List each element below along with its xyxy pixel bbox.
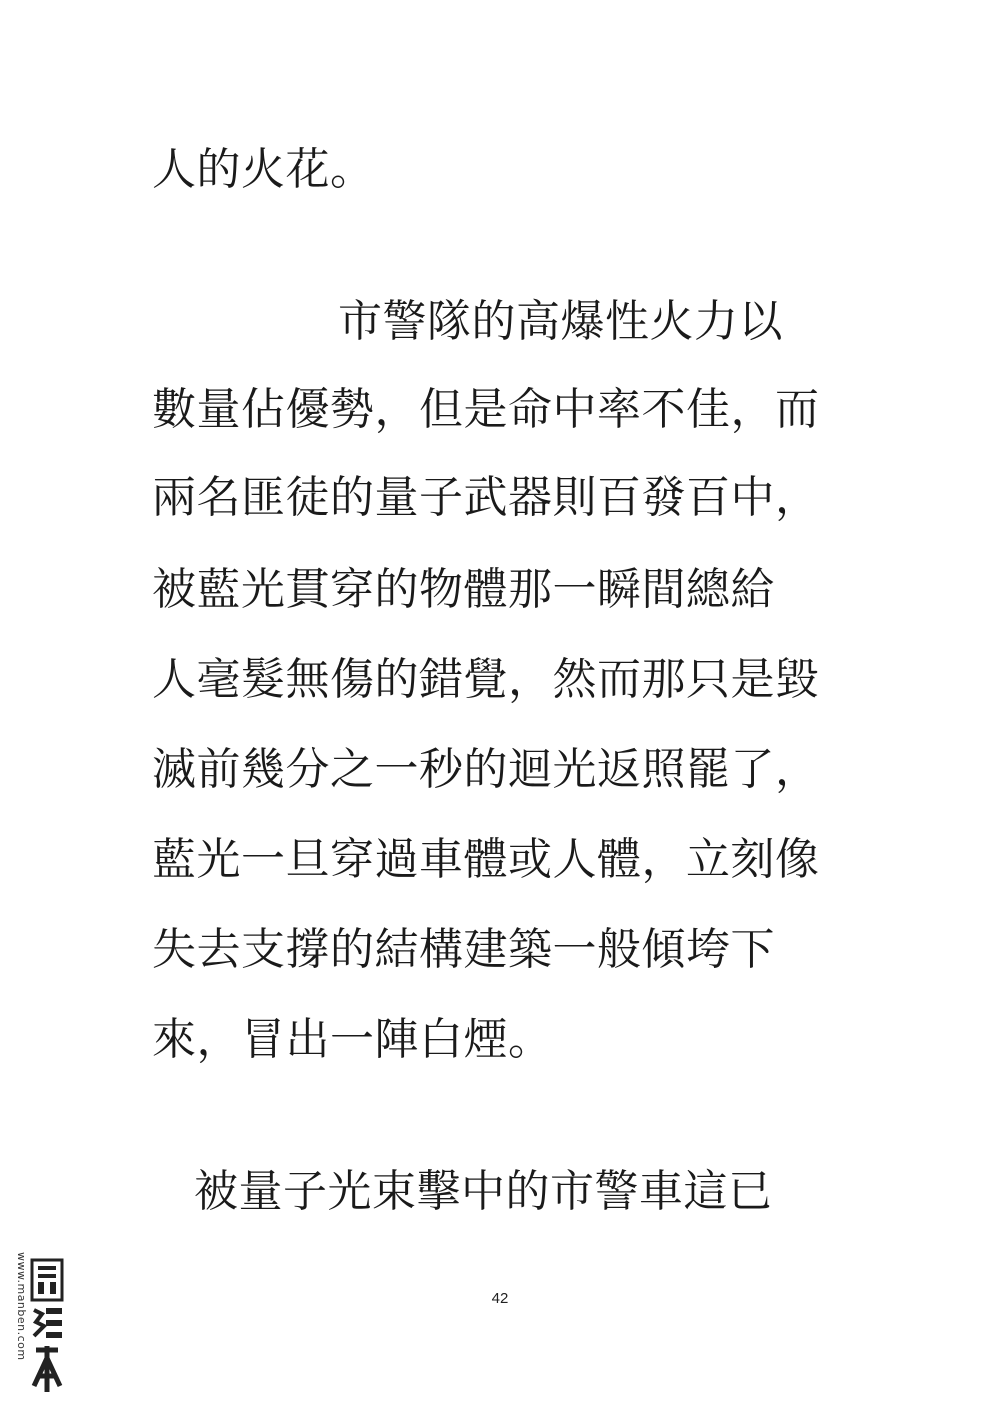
text-line-7: 滅前幾分之一秒的迴光返照罷了， xyxy=(152,744,820,795)
watermark xyxy=(0,1252,64,1402)
text-line-10: 來，冒出一陣白煙。 xyxy=(152,1014,553,1065)
page-number: 42 xyxy=(491,1290,509,1307)
text-line-6: 人毫髮無傷的錯覺，然而那只是毀 xyxy=(152,654,820,705)
watermark-url: www.manben.com xyxy=(15,1252,28,1361)
text-line-8: 藍光一旦穿過車體或人體，立刻像 xyxy=(152,834,820,885)
text-line-1: 人的火花。 xyxy=(152,144,375,195)
text-line-3: 數量佔優勢，但是命中率不佳，而 xyxy=(152,384,820,435)
text-line-11: 被量子光束擊中的市警車這已 xyxy=(194,1166,773,1217)
text-line-2: 市警隊的高爆性火力以 xyxy=(338,296,783,347)
manben-logo-icon xyxy=(30,1258,64,1398)
text-line-5: 被藍光貫穿的物體那一瞬間總給 xyxy=(152,564,775,615)
text-line-4: 兩名匪徒的量子武器則百發百中， xyxy=(152,472,820,523)
text-line-9: 失去支撐的結構建築一般傾垮下 xyxy=(152,924,775,975)
